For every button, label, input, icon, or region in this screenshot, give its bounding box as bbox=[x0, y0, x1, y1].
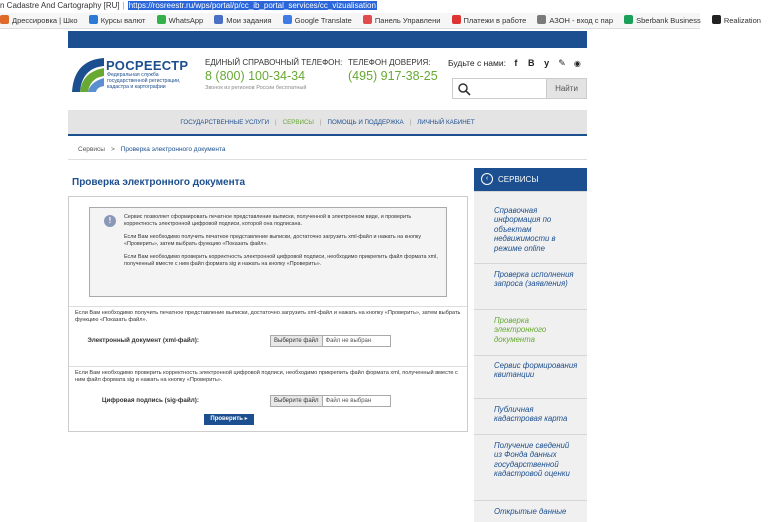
bookmark-icon bbox=[214, 15, 223, 24]
bookmark-icon bbox=[624, 15, 633, 24]
choose-file-button[interactable]: Выберите файл bbox=[271, 336, 323, 346]
nav-item-help[interactable]: ПОМОЩЬ И ПОДДЕРЖКА bbox=[327, 119, 404, 126]
facebook-icon[interactable]: f bbox=[514, 58, 518, 68]
url-text[interactable]: https://rosreestr.ru/wps/portal/p/cc_ib_portal_services/cc_vizualisation bbox=[128, 1, 376, 10]
bookmark-icon bbox=[452, 15, 461, 24]
info-text: Если Вам необходимо проверить корректность электронной цифровой подписи, необходимо прикрепить файл формата xml, полученный вместе с ним файл формата sig и нажать на кнопку «Проверить». bbox=[124, 254, 438, 267]
bookmarks-bar bbox=[0, 13, 761, 29]
trust-label: ТЕЛЕФОН ДОВЕРИЯ: bbox=[348, 58, 431, 67]
rosreestr-logo-icon bbox=[70, 54, 106, 94]
logo[interactable] bbox=[70, 54, 196, 96]
bookmark-icon bbox=[89, 15, 98, 24]
search-box bbox=[452, 78, 587, 99]
choose-file-button[interactable]: Выберите файл bbox=[271, 396, 323, 406]
bookmark-item[interactable]: Google Translate bbox=[283, 13, 352, 29]
xml-section-text: Если Вам необходимо получить печатное представление выписки, достаточно загрузить xml-файл и нажать на кнопку «Проверить», затем выбрать функцию «Показать файл». bbox=[69, 306, 467, 327]
service-item[interactable]: Проверка исполнения запроса (заявления) bbox=[474, 263, 587, 309]
social-block bbox=[448, 58, 588, 69]
vk-icon[interactable]: В bbox=[527, 58, 535, 68]
search-icon bbox=[457, 82, 471, 96]
logo-name: РОСРЕЕСТР bbox=[106, 58, 189, 73]
search-button[interactable]: Найти bbox=[546, 79, 586, 98]
no-file-text: Файл не выбран bbox=[325, 338, 372, 344]
bookmark-icon bbox=[157, 15, 166, 24]
bookmark-icon bbox=[0, 15, 9, 24]
divider bbox=[68, 159, 587, 160]
service-item[interactable]: Публичная кадастровая карта bbox=[474, 398, 587, 434]
nav-item-cabinet[interactable]: ЛИЧНЫЙ КАБИНЕТ bbox=[417, 119, 475, 126]
sig-file-row bbox=[69, 394, 467, 408]
xml-file-row bbox=[69, 334, 467, 348]
bookmark-item[interactable]: Sberbank Business bbox=[624, 13, 701, 29]
bookmark-item[interactable]: АЗОН - вход с пар bbox=[537, 13, 613, 29]
hotline-label: ЕДИНЫЙ СПРАВОЧНЫЙ ТЕЛЕФОН: bbox=[205, 58, 343, 67]
nav-item-gov-services[interactable]: ГОСУДАРСТВЕННЫЕ УСЛУГИ bbox=[180, 119, 270, 126]
hotline-block bbox=[205, 58, 345, 91]
bookmark-icon bbox=[537, 15, 546, 24]
address-bar[interactable]: n Cadastre And Cartography [RU] | https://rosreestr.ru/wps/portal/p/cc_ib_portal_services/cc_vizualisation bbox=[0, 0, 700, 12]
hotline-number: 8 (800) 100-34-34 bbox=[205, 69, 306, 83]
trust-number: (495) 917-38-25 bbox=[348, 69, 438, 83]
info-text: Если Вам необходимо получить печатное представление выписки, достаточно загрузить xml-файл и нажать на кнопку «Проверить», затем выбрать функцию «Показать файл». bbox=[124, 234, 422, 247]
xml-file-label: Электронный документ (xml-файл): bbox=[87, 337, 199, 344]
bookmark-item[interactable]: Realization bbox=[712, 13, 761, 29]
chevron-left-icon: ‹ bbox=[481, 173, 493, 185]
blog-icon[interactable]: ✎ bbox=[558, 58, 566, 68]
social-label: Будьте с нами: bbox=[448, 58, 506, 68]
services-panel-title: СЕРВИСЫ bbox=[498, 175, 539, 184]
service-item[interactable]: Справочная информация по объектам недвижимости в режиме online bbox=[474, 191, 587, 263]
bookmark-icon bbox=[283, 15, 292, 24]
info-box bbox=[89, 207, 447, 297]
service-item-active[interactable]: Проверка электронного документа bbox=[474, 309, 587, 355]
tab-title: n Cadastre And Cartography [RU] bbox=[0, 1, 120, 10]
page-title: Проверка электронного документа bbox=[72, 177, 246, 188]
bookmark-icon bbox=[363, 15, 372, 24]
top-bar bbox=[68, 31, 587, 48]
exclamation-icon: ! bbox=[104, 215, 116, 227]
service-item[interactable]: Получение сведений из Фонда данных государственной кадастровой оценки bbox=[474, 434, 587, 500]
service-item[interactable]: Открытые данные bbox=[474, 500, 587, 522]
bookmark-item[interactable]: Мои задания bbox=[214, 13, 271, 29]
verify-button[interactable]: Проверить ▸ bbox=[204, 414, 254, 425]
rss-icon[interactable]: ◉ bbox=[573, 59, 581, 68]
info-text: Сервис позволяет сформировать печатное представление выписки, полученной в электронном виде, и проверить корректность электронной цифровой подписи, которой она подписана. bbox=[124, 214, 412, 227]
trust-phone-block bbox=[348, 58, 448, 83]
bookmark-item[interactable]: Панель Управлени bbox=[363, 13, 441, 29]
no-file-text: Файл не выбран bbox=[325, 398, 372, 404]
sig-file-label: Цифровая подпись (sig-файл): bbox=[101, 397, 199, 404]
sig-section-text: Если Вам необходимо проверить корректность электронной цифровой подписи, необходимо прикрепить файл формата xml, полученный вместе с ним файл формата sig и нажать на кнопку «Проверить». bbox=[69, 366, 467, 387]
breadcrumb-root[interactable]: Сервисы bbox=[78, 146, 105, 153]
bookmark-item[interactable]: Дрессировка | Шко bbox=[0, 13, 78, 29]
sig-file-input[interactable] bbox=[270, 395, 391, 407]
search-input[interactable] bbox=[473, 80, 543, 97]
service-item[interactable]: Сервис формирования квитанции bbox=[474, 355, 587, 398]
nav-item-services[interactable]: СЕРВИСЫ bbox=[282, 119, 314, 126]
breadcrumb: Сервисы > Проверка электронного документа bbox=[78, 146, 226, 153]
main-nav: ГОСУДАРСТВЕННЫЕ УСЛУГИ | СЕРВИСЫ | ПОМОЩЬ И ПОДДЕРЖКА | ЛИЧНЫЙ КАБИНЕТ bbox=[68, 110, 587, 136]
services-panel-header[interactable] bbox=[474, 168, 587, 191]
xml-file-input[interactable] bbox=[270, 335, 391, 347]
breadcrumb-current[interactable]: Проверка электронного документа bbox=[120, 146, 226, 153]
bookmark-icon bbox=[712, 15, 721, 24]
hotline-note: Звонок из регионов России бесплатный bbox=[205, 85, 307, 91]
logo-subtitle: Федеральная служба государственной регистрации, кадастра и картографии bbox=[107, 72, 181, 90]
bookmark-item[interactable]: WhatsApp bbox=[157, 13, 204, 29]
youtube-icon[interactable]: y bbox=[544, 58, 550, 68]
bookmark-item[interactable]: Платежи в работе bbox=[452, 13, 527, 29]
bookmark-item[interactable]: Курсы валют bbox=[89, 13, 146, 29]
